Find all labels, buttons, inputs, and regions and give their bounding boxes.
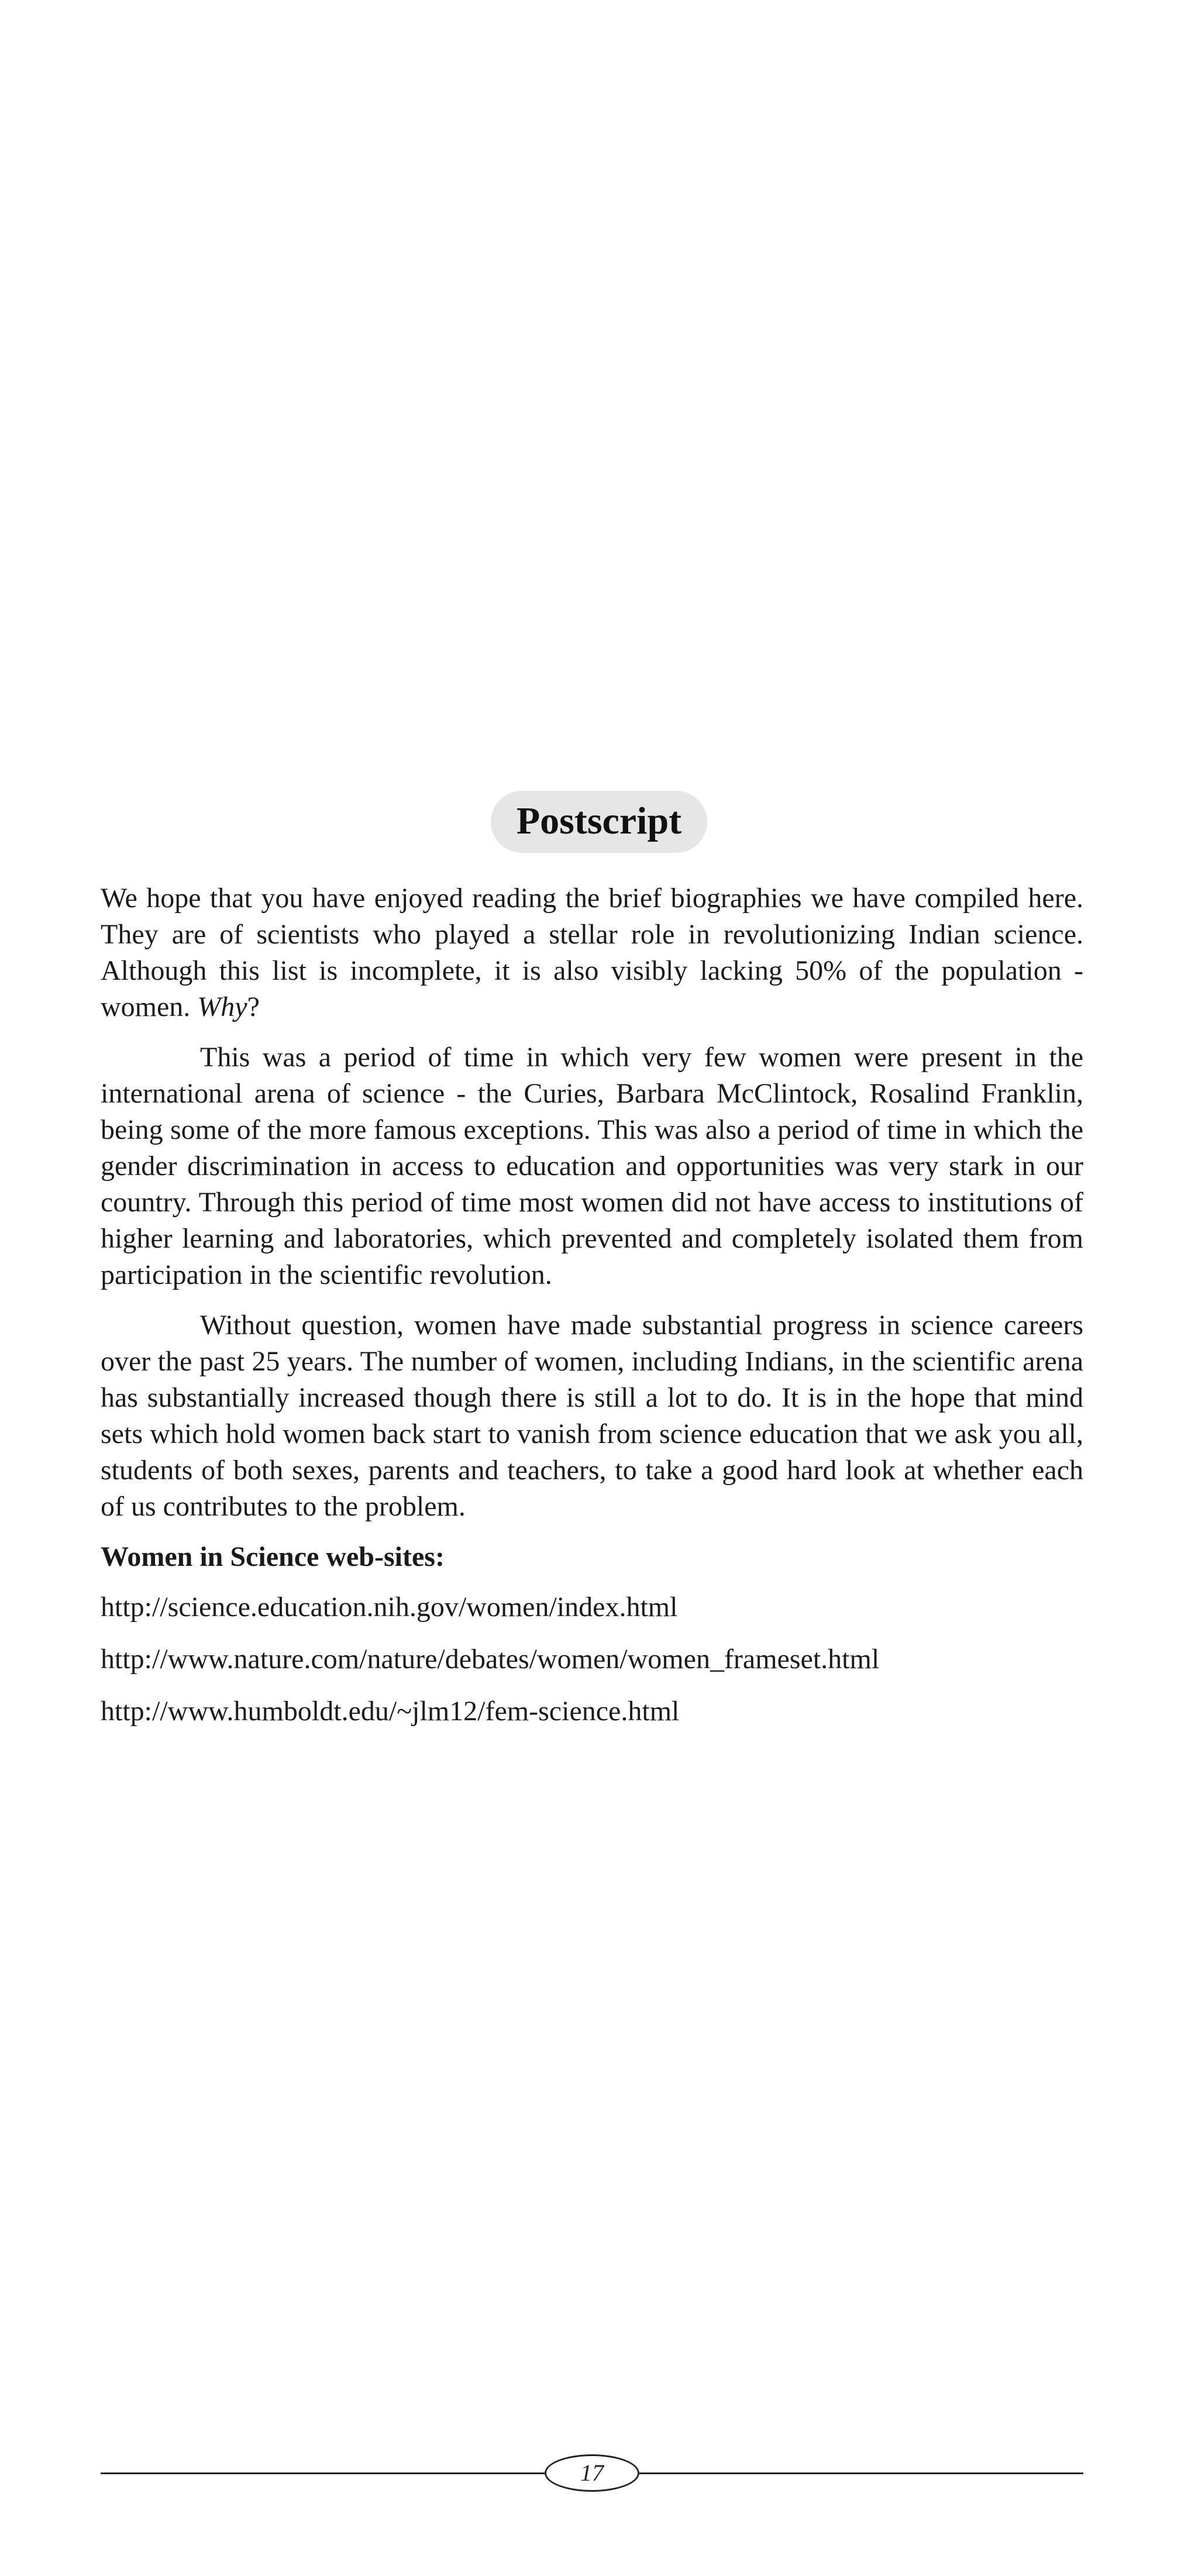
paragraph-progress: Without question, women have made substantial progress in science careers over the past 25 years. The number of women, including Indians, in the scientific arena has substantially increased though there is still a lot to do. It is in the hope that mind sets which hold women back start to vanish from science education that we ask you all, students of both sexes, parents and teachers, to take a good hard look at whether each of us contributes to the problem. [101, 1310, 1083, 1522]
page-title: Postscript [491, 791, 707, 853]
paragraph-intro-text: We hope that you have enjoyed reading the brief biographies we have compiled here. They are of scientists who played a stellar role in revolutionizing Indian science. Although this list is incomplete, it is also visibly lacking 50% of the population - women. [101, 883, 1083, 1022]
page-number: 17 [545, 2454, 639, 2492]
paragraph-intro-end: ? [247, 991, 260, 1022]
paragraph-intro [101, 880, 1083, 1025]
website-link[interactable]: http://science.education.nih.gov/women/index.html [101, 1592, 678, 1623]
body-content [101, 880, 1083, 1745]
paragraph-intro-emphasis: Why [197, 991, 247, 1022]
website-link[interactable]: http://www.humboldt.edu/~jlm12/fem-science.html [101, 1696, 680, 1727]
website-link[interactable]: http://www.nature.com/nature/debates/women/women_frameset.html [101, 1644, 880, 1675]
paragraph-history: This was a period of time in which very few women were present in the international arena of science - the Curies, Barbara McClintock, Rosalind Franklin, being some of the more famous exceptions. This was also a period of time in which the gender discrimination in access to education and opportunities was very stark in our country. Through this period of time most women did not have access to institutions of higher learning and laboratories, which prevented and completely isolated them from participation in the scientific revolution. [101, 1042, 1083, 1290]
websites-heading: Women in Science web-sites: [101, 1541, 445, 1572]
title-container [0, 791, 1198, 853]
page-footer [101, 2454, 1083, 2492]
